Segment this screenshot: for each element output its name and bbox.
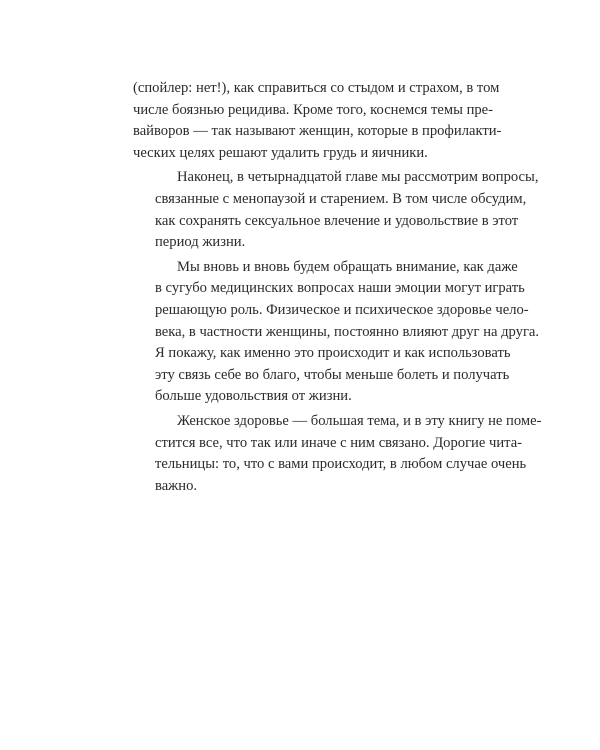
text-line: эту связь себе во благо, чтобы меньше болеть и получать bbox=[155, 366, 510, 383]
text-line: больше удовольствия от жизни. bbox=[155, 388, 352, 405]
text-line: стится все, что так или иначе с ним связано. Дорогие чита- bbox=[155, 434, 523, 451]
body-text bbox=[133, 78, 542, 500]
text-line: вайворов — так называют женщин, которые в профилакти- bbox=[133, 123, 502, 140]
text-line: Мы вновь и вновь будем обращать внимание, как даже bbox=[177, 258, 518, 275]
text-line: решающую роль. Физическое и психическое здоровье чело- bbox=[155, 301, 529, 318]
text-line: числе боязнью рецидива. Кроме того, коснемся темы пре- bbox=[133, 101, 494, 118]
text-line: Наконец, в четырнадцатой главе мы рассмотрим вопросы, bbox=[177, 169, 539, 186]
text-line: связанные с менопаузой и старением. В том числе обсудим, bbox=[155, 190, 527, 207]
text-line: века, в частности женщины, постоянно влияют друг на друга. bbox=[155, 323, 540, 340]
text-line: Я покажу, как именно это происходит и как использовать bbox=[155, 345, 511, 362]
paragraph-4 bbox=[133, 411, 542, 497]
text-line: в сугубо медицинских вопросах наши эмоции могут играть bbox=[155, 280, 525, 297]
paragraph-1 bbox=[133, 78, 502, 164]
text-line: важно. bbox=[155, 477, 198, 494]
text-line: Женское здоровье — большая тема, и в эту книгу не поме- bbox=[177, 412, 542, 429]
paragraph-2 bbox=[133, 167, 539, 253]
text-line: как сохранять сексуальное влечение и удовольствие в этот bbox=[155, 212, 519, 229]
text-line: ческих целях решают удалить грудь и яичники. bbox=[133, 144, 428, 161]
paragraph-3 bbox=[133, 257, 540, 408]
text-line: (спойлер: нет!), как справиться со стыдом и страхом, в том bbox=[133, 80, 500, 96]
text-line: период жизни. bbox=[155, 234, 246, 251]
text-line: тельницы: то, что с вами происходит, в любом случае очень bbox=[155, 456, 527, 473]
